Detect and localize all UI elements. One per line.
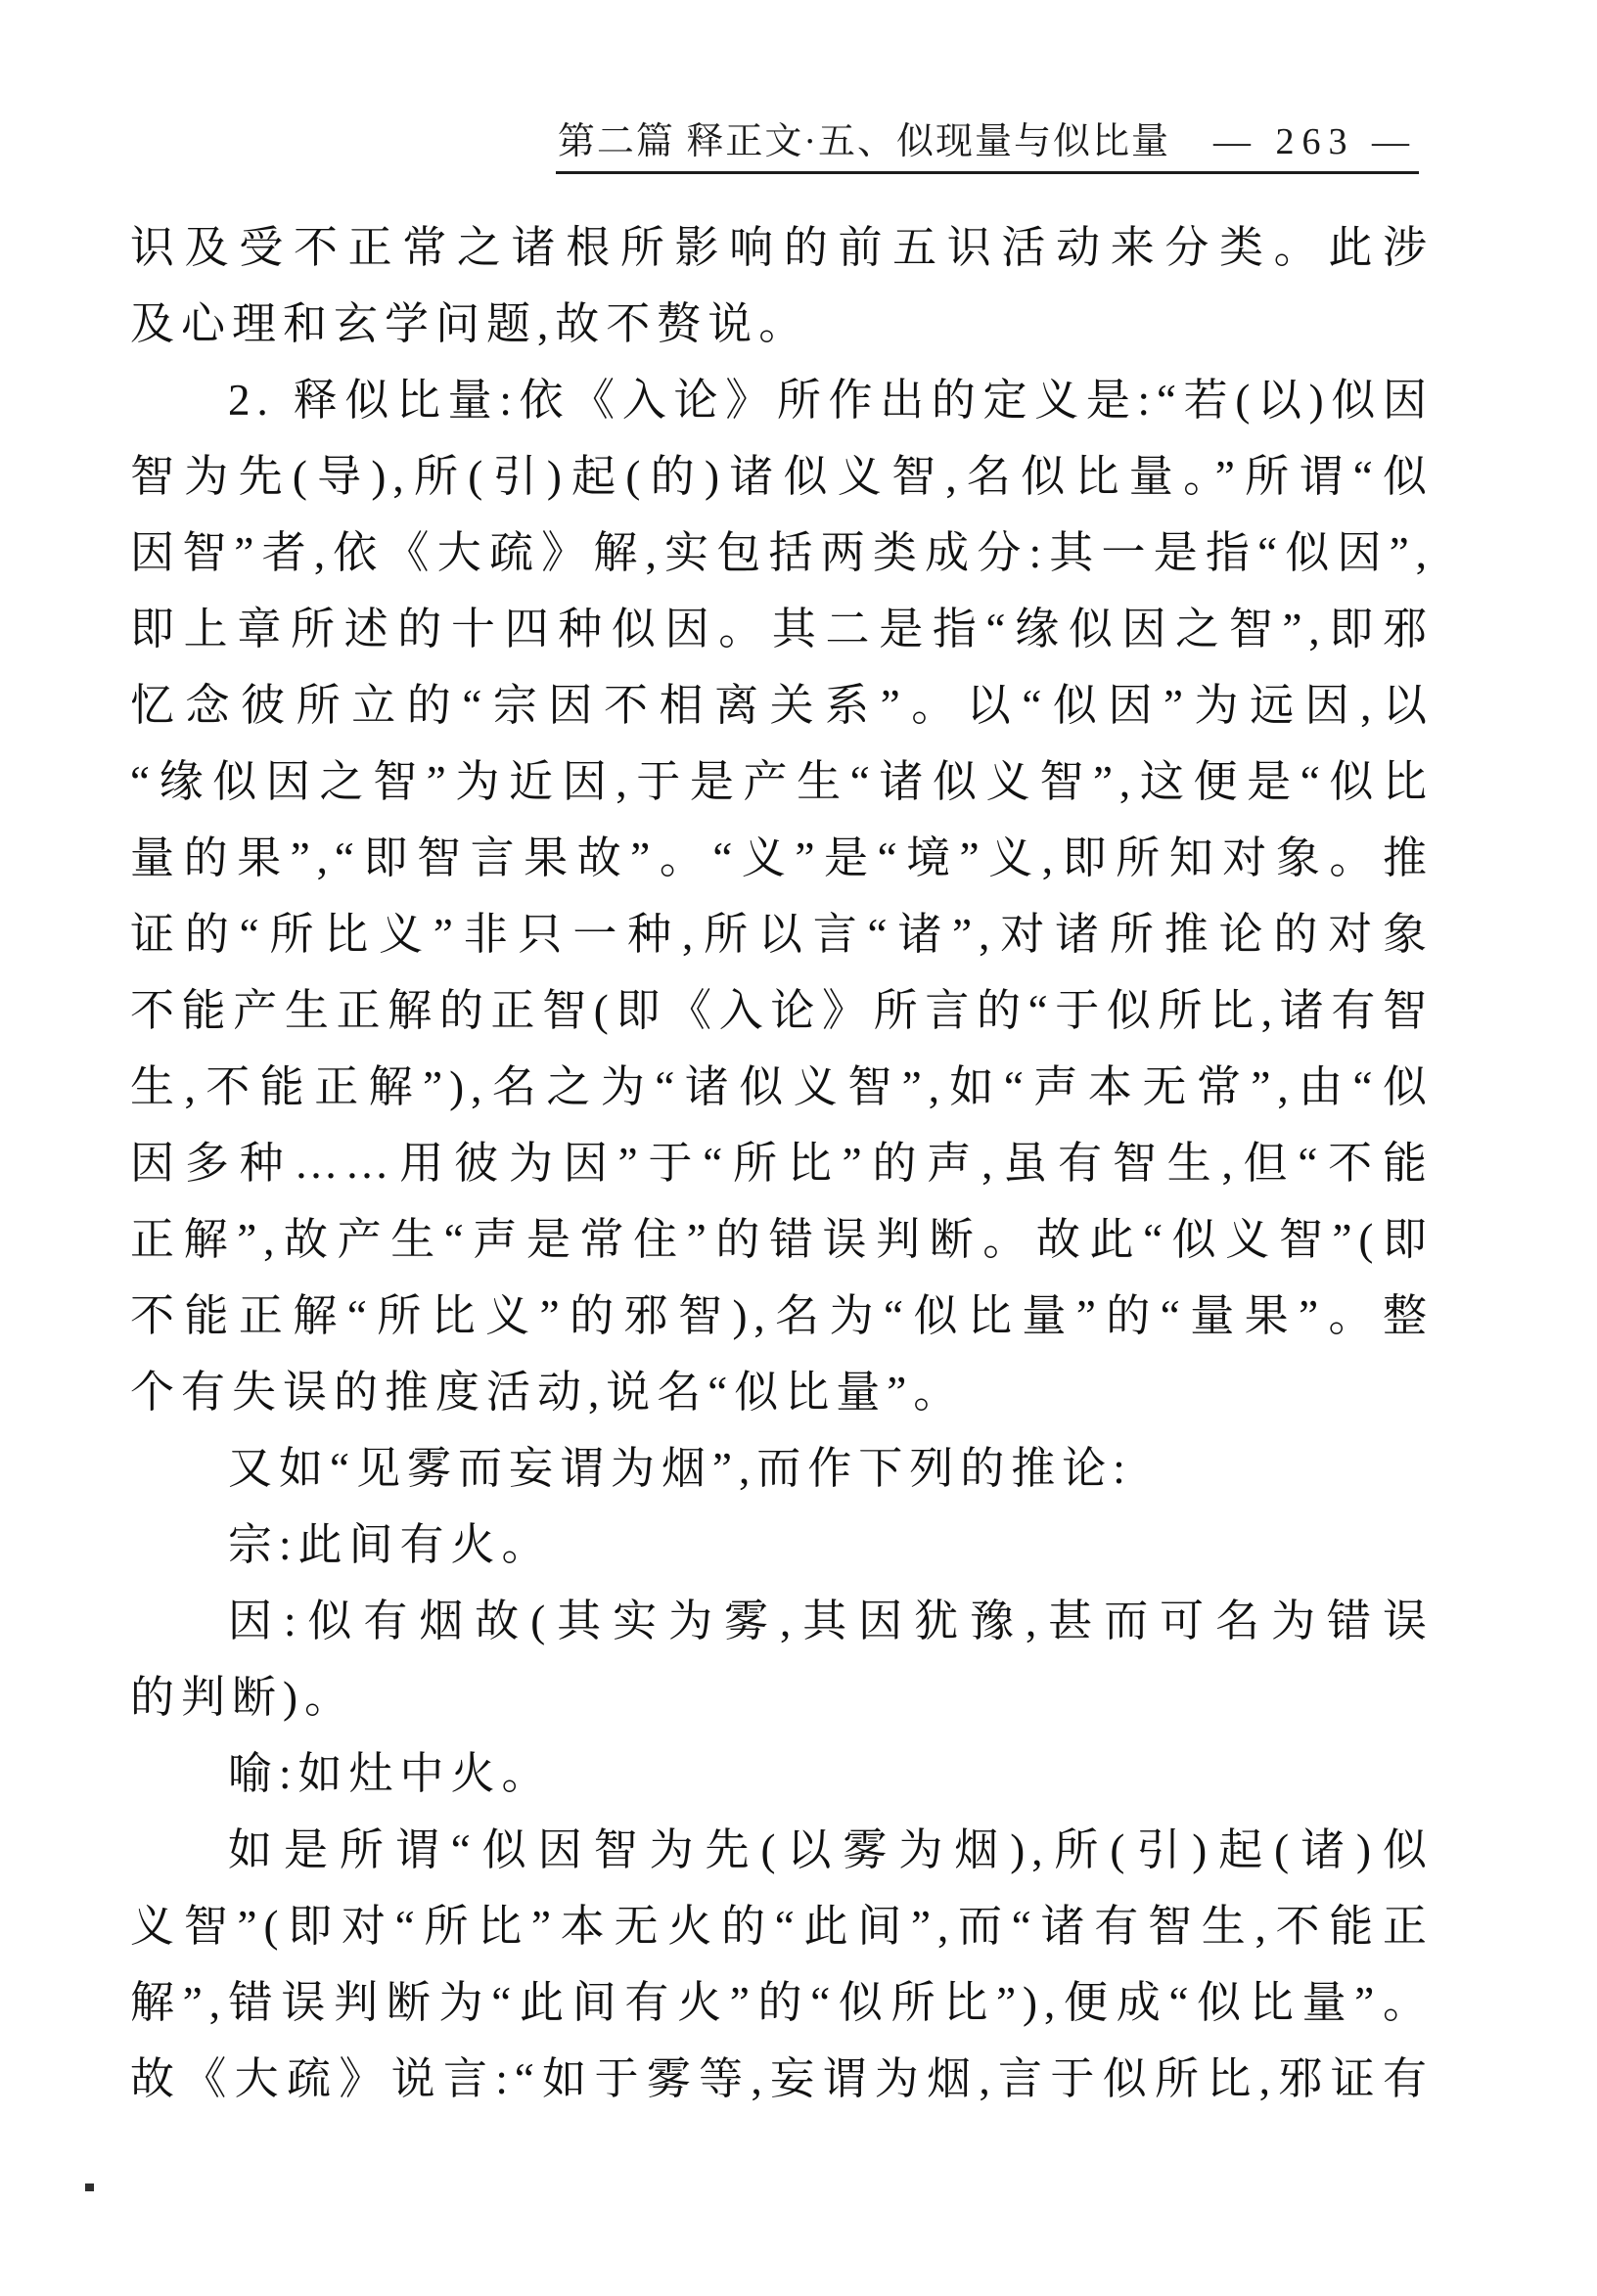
text-line: 生,不能正解”),名之为“诸似义智”,如“声本无常”,由“似: [130, 1062, 1434, 1111]
text-line: 即上章所述的十四种似因。其二是指“缘似因之智”,即邪: [130, 605, 1434, 653]
text-line: 如是所谓“似因智为先(以雾为烟),所(引)起(诸)似: [228, 1825, 1434, 1874]
text-line: 因多种……用彼为因”于“所比”的声,虽有智生,但“不能: [130, 1139, 1434, 1188]
text-line: 正解”,故产生“声是常住”的错误判断。故此“似义智”(即: [130, 1215, 1434, 1264]
text-line: 故《大疏》说言:“如于雾等,妄谓为烟,言于似所比,邪证有: [130, 2054, 1434, 2103]
text-line: 识及受不正常之诸根所影响的前五识活动来分类。此涉: [130, 223, 1434, 272]
text-line: 的判断)。: [130, 1673, 355, 1722]
text-line: 忆念彼所立的“宗因不相离关系”。以“似因”为远因,以: [130, 681, 1434, 730]
page-number: — 263 —: [1213, 121, 1417, 162]
body-text: [130, 209, 1434, 2117]
text-line: 又如“见雾而妄谓为烟”,而作下列的推论:: [228, 1444, 1132, 1493]
text-line: 不能正解“所比义”的邪智),名为“似比量”的“量果”。整: [130, 1291, 1434, 1340]
ink-speck: [85, 2183, 94, 2191]
text-line: “缘似因之智”为近因,于是产生“诸似义智”,这便是“似比: [130, 757, 1434, 806]
page-header: [556, 121, 1419, 174]
text-line: 因:似有烟故(其实为雾,其因犹豫,甚而可名为错误: [228, 1597, 1434, 1645]
text-line: 解”,错误判断为“此间有火”的“似所比”),便成“似比量”。: [130, 1978, 1434, 2027]
text-line: 不能产生正解的正智(即《入论》所言的“于似所比,诸有智: [130, 986, 1434, 1035]
text-line: 2. 释似比量:依《入论》所作出的定义是:“若(以)似因: [228, 376, 1434, 425]
text-line: 宗:此间有火。: [228, 1520, 553, 1569]
text-line: 义智”(即对“所比”本无火的“此间”,而“诸有智生,不能正: [130, 1902, 1434, 1951]
text-line: 个有失误的推度活动,说名“似比量”。: [130, 1368, 965, 1417]
text-line: 因智”者,依《大疏》解,实包括两类成分:其一是指“似因”,: [130, 528, 1434, 577]
running-title: 第二篇 释正文·五、似现量与似比量: [557, 121, 1170, 162]
text-line: 证的“所比义”非只一种,所以言“诸”,对诸所推论的对象: [130, 910, 1434, 959]
text-line: 智为先(导),所(引)起(的)诸似义智,名似比量。”所谓“似: [130, 452, 1434, 501]
text-line: 喻:如灶中火。: [228, 1749, 553, 1798]
text-line: 及心理和玄学问题,故不赘说。: [130, 299, 810, 348]
text-line: 量的果”,“即智言果故”。“义”是“境”义,即所知对象。推: [130, 833, 1434, 882]
